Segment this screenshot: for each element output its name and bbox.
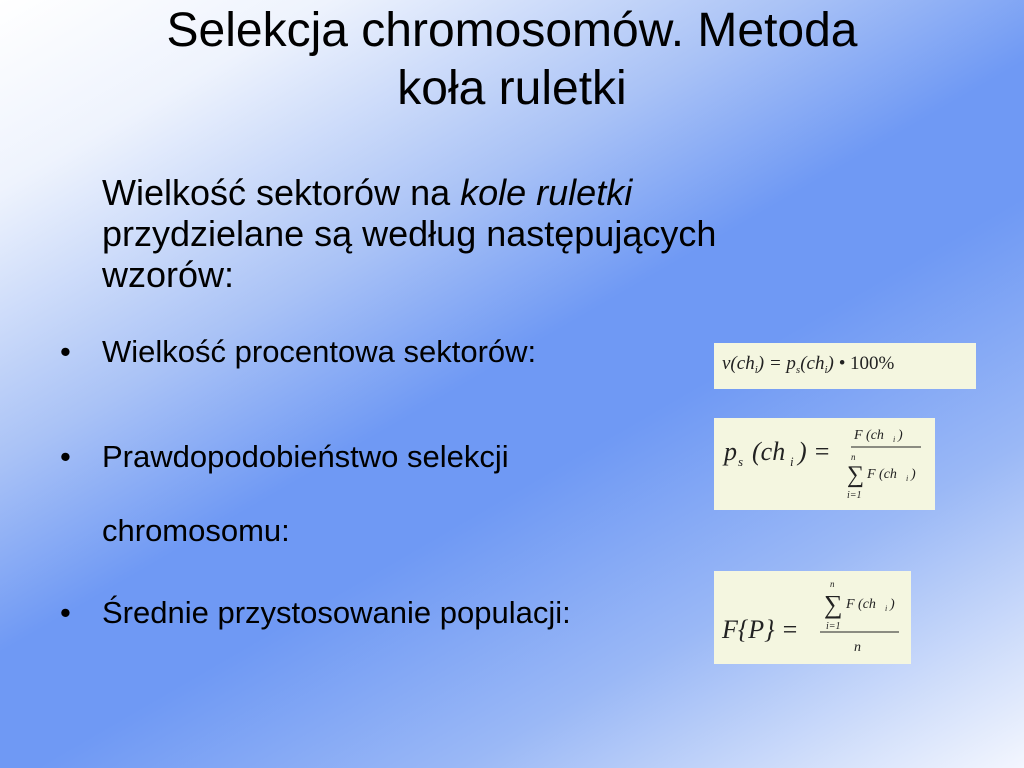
- f1-sub-s: s: [795, 364, 801, 376]
- f2-num-paren: ): [898, 428, 903, 443]
- bullet-label: Średnie przystosowanie populacji:: [102, 595, 571, 630]
- formula-probability: [714, 418, 935, 510]
- bullet-label: Wielkość procentowa sektorów:: [102, 334, 537, 369]
- intro-emphasis: kole ruletki: [460, 172, 633, 213]
- f1-end: ) •: [827, 353, 851, 374]
- f1-lhs: v(ch: [722, 353, 755, 374]
- intro-line-2: przydzielane są według następujących: [102, 213, 717, 254]
- bullet-symbol: •: [60, 334, 71, 369]
- f3-num-sub: i: [885, 604, 888, 613]
- slide-title: [40, 2, 984, 118]
- f3-sum-top: n: [830, 579, 835, 589]
- bullet-label-line-1: Prawdopodobieństwo selekcji: [102, 439, 509, 474]
- intro-paragraph: [102, 172, 902, 295]
- formula-average-fitness: [714, 571, 911, 664]
- formula-percentage: [714, 343, 976, 389]
- formula-average-fitness-svg: [714, 571, 911, 664]
- f1-mid: ) = p: [757, 353, 796, 374]
- f3-lhs: F{P} =: [722, 615, 799, 644]
- intro-text: Wielkość sektorów na: [102, 172, 461, 213]
- f2-den-sub: i: [906, 474, 909, 483]
- formula-percentage-expression: [722, 353, 894, 376]
- f2-num-sub: i: [893, 435, 896, 444]
- f1-sub-i-2: i: [824, 364, 828, 376]
- f2-den-paren: ): [911, 467, 916, 482]
- bullet-symbol: •: [60, 439, 71, 474]
- bullet-symbol: •: [60, 595, 71, 630]
- formula-probability-svg: [714, 418, 935, 510]
- f2-sum-bottom: i=1: [847, 490, 862, 501]
- f3-numerator: F (ch: [846, 597, 876, 612]
- f3-num-paren: ): [890, 597, 895, 612]
- f2-sum-top: n: [851, 452, 856, 462]
- f1-sub-i: i: [754, 364, 758, 376]
- f2-equals: ) =: [798, 437, 831, 466]
- bullet-label: [102, 436, 509, 551]
- title-line-2: koła ruletki: [397, 62, 627, 115]
- title-line-1: Selekcja chromosomów. Metoda: [166, 4, 858, 57]
- f2-sum-symbol: ∑: [847, 462, 865, 488]
- f2-numerator: F (ch: [854, 428, 884, 443]
- f2-lhs: p: [724, 437, 737, 466]
- f2-denominator: F (ch: [867, 467, 897, 482]
- f2-arg-sub: i: [790, 454, 794, 469]
- f3-denominator: n: [854, 640, 861, 655]
- f3-sum-symbol: ∑: [824, 590, 843, 619]
- f1-percent: 100%: [850, 353, 895, 374]
- bullet-label-line-2: chromosomu:: [102, 513, 290, 548]
- f2-lhs-sub: s: [738, 454, 744, 469]
- intro-line-3: wzorów:: [102, 254, 235, 295]
- f2-lhs-arg: (ch: [752, 437, 786, 466]
- f3-sum-bottom: i=1: [826, 621, 841, 632]
- f1-mid2: (ch: [800, 353, 825, 374]
